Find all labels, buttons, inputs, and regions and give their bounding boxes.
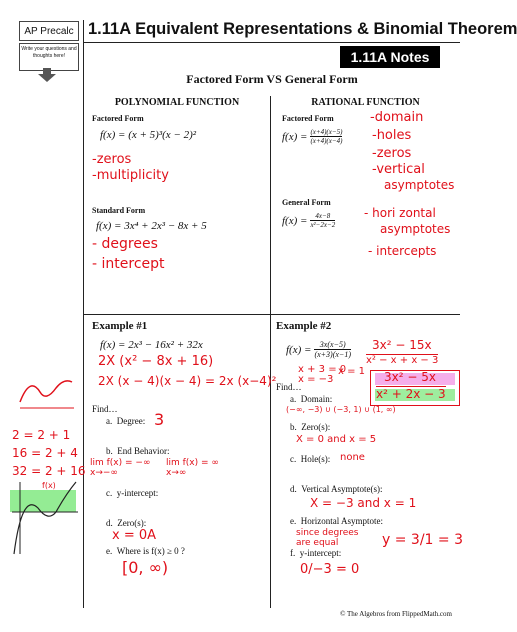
rational-factored-note-3: -zeros <box>372 146 412 161</box>
ex2-item-c: c. Hole(s): <box>290 454 331 464</box>
ex2-answer-b: X = 0 and x = 5 <box>296 434 377 445</box>
rational-factored-note-4: -vertical <box>372 162 425 177</box>
poly-factored-note-2: -multiplicity <box>92 168 169 183</box>
ex1-answer-d: x = 0A <box>112 528 157 543</box>
ex2-note-1: x + 3 = 0 <box>298 364 347 375</box>
rational-general-note-3: - intercepts <box>368 244 437 258</box>
poly-factored-label: Factored Form <box>92 114 144 123</box>
page-title: 1.11A Equivalent Representations & Binomial Theorem <box>88 20 517 38</box>
rational-factored-note-5: asymptotes <box>384 178 455 192</box>
section-title: Factored Form VS General Form <box>186 72 358 86</box>
ex2-item-a: a. Domain: <box>290 394 333 404</box>
ex1-find: Find… <box>92 404 118 414</box>
margin-work-2: 16 = 2 + 4 <box>12 446 78 460</box>
poly-standard-eq: f(x) = 3x⁴ + 2x³ − 8x + 5 <box>96 220 207 232</box>
rational-general-note-1: - hori zontal <box>364 206 436 220</box>
rational-heading: RATIONAL FUNCTION <box>311 97 420 108</box>
ex1-work-2: 2X (x − 4)(x − 4) = 2x (x−4)² <box>98 374 277 388</box>
footer-credit: © The Algebros from FlippedMath.com <box>340 610 452 618</box>
rational-factored-label: Factored Form <box>282 114 334 123</box>
ex2-numerator: 3x(x−5) <box>319 340 346 349</box>
margin-graph <box>8 478 80 563</box>
ex1-answer-a: 3 <box>154 410 165 429</box>
rational-factored-note-2: -holes <box>372 128 412 143</box>
ex1-item-e: e. Where is f(x) ≥ 0 ? <box>106 546 185 556</box>
ex2-label: Example #2 <box>276 320 332 332</box>
ex2-right-work-2: x² − x + x − 3 <box>366 355 439 366</box>
ex1-equation: f(x) = 2x³ − 16x² + 32x <box>100 339 203 351</box>
ex2-find: Find… <box>276 382 302 392</box>
ex1-end-behavior-right: lim f(x) = ∞ x→∞ <box>166 458 219 478</box>
margin-work-1: 2 = 2 + 1 <box>12 428 71 442</box>
ex2-answer-a: (−∞, −3) ∪ (−3, 1) ∪ (1, ∞) <box>286 405 396 414</box>
rational-general-note-2: asymptotes <box>380 222 451 236</box>
margin-sketch <box>16 372 76 417</box>
ex2-item-f: f. y-intercept: <box>290 548 342 558</box>
ex2-answer-d: X = −3 and x = 1 <box>310 496 417 510</box>
poly-standard-note-2: - intercept <box>92 256 165 272</box>
rational-factored-den: (x+4)(x−4) <box>310 137 343 145</box>
ex1-answer-e: [0, ∞) <box>122 558 169 577</box>
ex1-item-a: a. Degree: <box>106 416 146 426</box>
margin-graph-label: f(x) <box>42 481 56 490</box>
ex2-denominator: (x+3)(x−1) <box>314 350 351 359</box>
down-arrow-icon <box>38 68 56 87</box>
ex2-note-2: x = −3 <box>298 374 334 385</box>
poly-factored-eq: f(x) = (x + 5)³(x − 2)² <box>100 129 197 141</box>
ex1-end-behavior-left: lim f(x) = −∞ x→−∞ <box>90 458 151 478</box>
side-note-box: Write your questions and thoughts here! <box>19 43 79 71</box>
rational-general-num: 4x−8 <box>315 212 331 220</box>
ex1-item-d: d. Zero(s): <box>106 518 147 528</box>
ex2-note-3: x = 1 <box>338 366 366 377</box>
poly-standard-label: Standard Form <box>92 206 146 215</box>
ex2-right-work-1: 3x² − 15x <box>372 338 432 352</box>
ex2-answer-e: y = 3/1 = 3 <box>382 532 463 548</box>
rational-factored-note-1: -domain <box>370 110 424 125</box>
course-badge: AP Precalc <box>19 21 79 41</box>
rational-factored-num: (x+4)(x−5) <box>310 128 343 136</box>
ex2-item-d: d. Vertical Asymptote(s): <box>290 484 383 494</box>
margin-work-3: 32 = 2 + 16 <box>12 464 86 478</box>
notes-tag: 1.11A Notes <box>340 46 440 68</box>
poly-standard-note-1: - degrees <box>92 236 158 252</box>
rational-factored-eq: f(x) = $\frac{(x+4)(x-5)}{(x+4)(x-4)}$ <box>282 128 343 145</box>
ex2-answer-c: none <box>340 452 365 463</box>
ex1-label: Example #1 <box>92 320 148 332</box>
rational-general-label: General Form <box>282 198 331 207</box>
ex2-item-b: b. Zero(s): <box>290 422 331 432</box>
ex2-right-work-3: 3x² − 5x <box>384 370 436 384</box>
ex1-work-1: 2X (x² − 8x + 16) <box>98 354 214 369</box>
ex2-right-work-4: x² + 2x − 3 <box>376 387 446 401</box>
ex2-item-e: e. Horizontal Asymptote: <box>290 516 383 526</box>
ex2-ha-note: since degrees are equal <box>296 528 359 548</box>
ex2-equation: f(x) = $\frac{3x(x-5)}{(x+3)(x-1)}$ <box>286 340 351 359</box>
ex1-item-c: c. y-intercept: <box>106 488 159 498</box>
rational-general-eq: f(x) = $\frac{4x-8}{\text{x²−2x−2}}$ <box>282 212 336 229</box>
poly-heading: POLYNOMIAL FUNCTION <box>114 97 240 108</box>
ex1-item-b: b. End Behavior: <box>106 446 170 456</box>
poly-factored-note-1: -zeros <box>92 152 132 167</box>
rational-general-den: x²−2x−2 <box>310 221 336 229</box>
ex2-answer-f: 0/−3 = 0 <box>300 562 360 577</box>
